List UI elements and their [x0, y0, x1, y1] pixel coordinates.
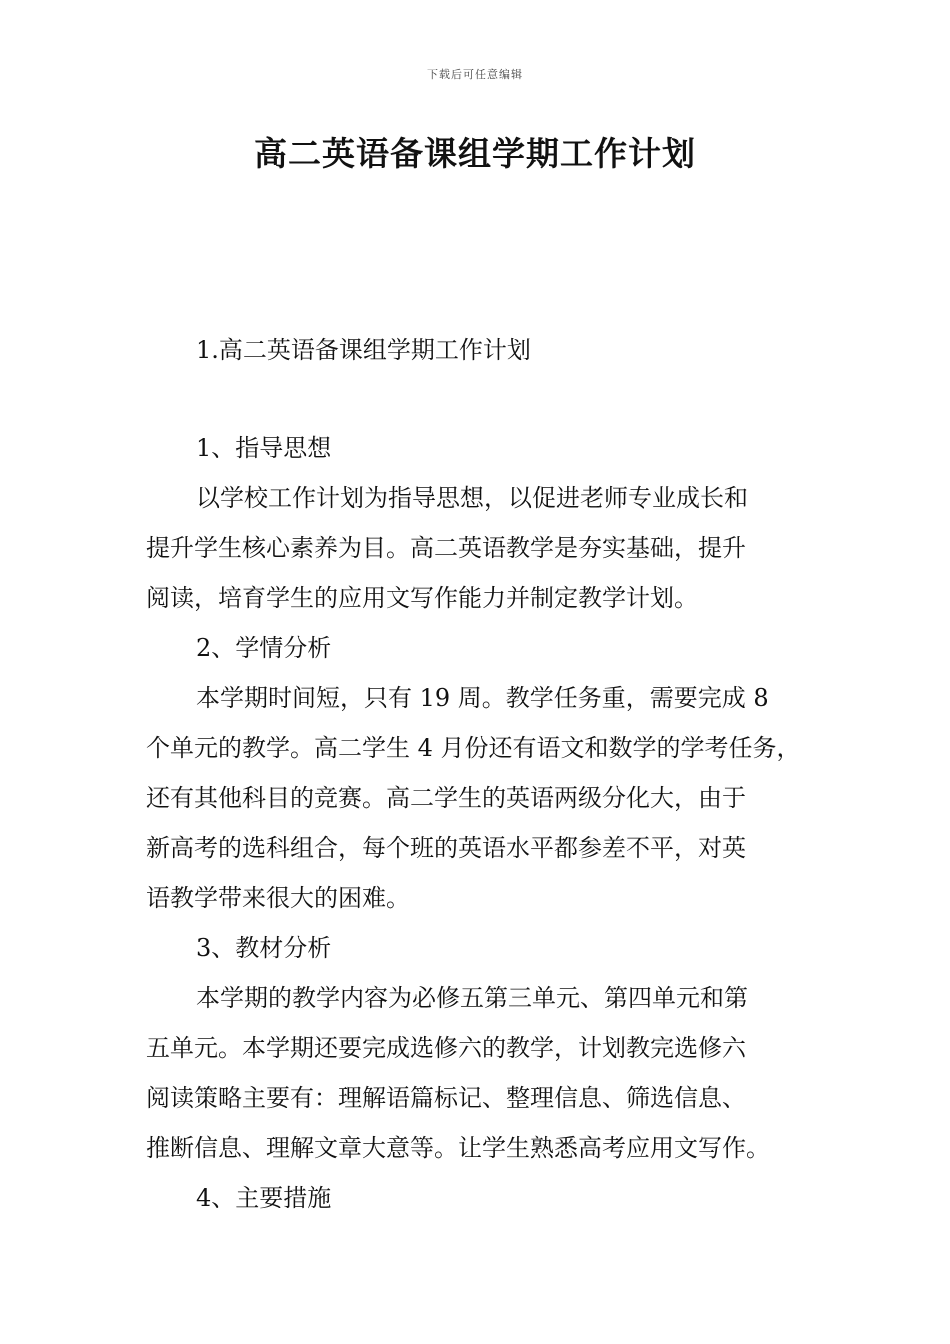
- section-heading: 2、学情分析: [196, 634, 332, 662]
- paragraph-line: 本学期时间短，只有 19 周。教学任务重，需要完成 8: [196, 684, 769, 712]
- paragraph-line: 以学校工作计划为指导思想，以促进老师专业成长和: [196, 484, 748, 512]
- subtitle: 1.高二英语备课组学期工作计划: [196, 336, 531, 364]
- section-heading: 1、指导思想: [196, 434, 332, 462]
- paragraph-line: 提升学生核心素养为目。高二英语教学是夯实基础，提升: [146, 534, 746, 562]
- paragraph-line: 还有其他科目的竞赛。高二学生的英语两级分化大，由于: [146, 784, 746, 812]
- paragraph-line: 阅读，培育学生的应用文写作能力并制定教学计划。: [146, 584, 698, 612]
- paragraph-line: 推断信息、理解文章大意等。让学生熟悉高考应用文写作。: [146, 1134, 770, 1162]
- paragraph-line: 本学期的教学内容为必修五第三单元、第四单元和第: [196, 984, 748, 1012]
- paragraph-line: 新高考的选科组合，每个班的英语水平都参差不平，对英: [146, 834, 746, 862]
- header-note: 下载后可任意编辑: [427, 68, 523, 81]
- paragraph-line: 阅读策略主要有：理解语篇标记、整理信息、筛选信息、: [146, 1084, 746, 1112]
- section-heading: 4、主要措施: [196, 1184, 332, 1212]
- paragraph-line: 语教学带来很大的困难。: [146, 884, 410, 912]
- section-heading: 3、教材分析: [196, 934, 332, 962]
- paragraph-line: 五单元。本学期还要完成选修六的教学，计划教完选修六: [146, 1034, 746, 1062]
- document-title: 高二英语备课组学期工作计划: [254, 134, 696, 173]
- paragraph-line: 个单元的教学。高二学生 4 月份还有语文和数学的学考任务，: [146, 734, 801, 762]
